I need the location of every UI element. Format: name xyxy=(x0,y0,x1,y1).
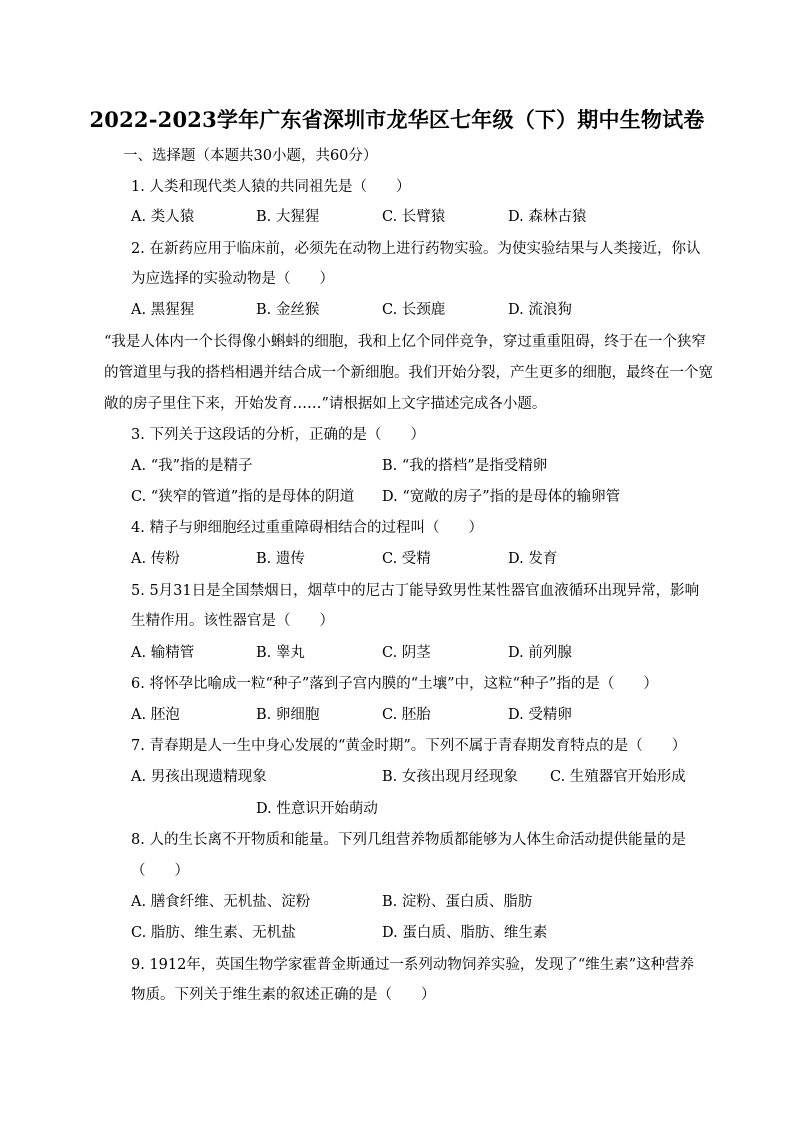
page-title: 2022-2023学年广东省深圳市龙华区七年级（下）期中生物试卷 xyxy=(89,107,705,132)
q8-option-c: C. 脂肪、维生素、无机盐 xyxy=(131,925,296,941)
question-7-stem: 7. 青春期是人一生中身心发展的“黄金时期”。下列不属于青春期发育特点的是（ ） xyxy=(131,738,687,754)
q2-option-d: D. 流浪狗 xyxy=(508,302,572,318)
q6-option-d: D. 受精卵 xyxy=(508,707,572,723)
q3-option-a: A. “我”指的是精子 xyxy=(131,458,253,474)
question-1-stem: 1. 人类和现代类人猿的共同祖先是（ ） xyxy=(131,179,411,195)
q6-option-b: B. 卵细胞 xyxy=(256,707,320,723)
q3-option-c: C. “狭窄的管道”指的是母体的阴道 xyxy=(131,489,355,505)
q5-option-d: D. 前列腺 xyxy=(508,645,572,661)
q2-option-a: A. 黑猩猩 xyxy=(131,302,195,318)
question-2-stem-line2: 为应选择的实验动物是（ ） xyxy=(131,271,334,287)
q5-option-a: A. 输精管 xyxy=(131,645,195,661)
question-3-stem: 3. 下列关于这段话的分析，正确的是（ ） xyxy=(131,427,425,443)
q2-option-c: C. 长颈鹿 xyxy=(382,302,446,318)
question-9-stem-line1: 9. 1912年，英国生物学家霍普金斯通过一系列动物饲养实验，发现了“维生素”这种营养 xyxy=(131,957,695,973)
q4-option-b: B. 遗传 xyxy=(256,551,305,567)
question-2-stem-line1: 2. 在新药应用于临床前，必须先在动物上进行药物实验。为使实验结果与人类接近，你认 xyxy=(131,241,701,257)
q7-option-d: D. 性意识开始萌动 xyxy=(256,801,378,817)
q1-option-b: B. 大猩猩 xyxy=(256,209,320,225)
q8-option-b: B. 淀粉、蛋白质、脂肪 xyxy=(382,894,533,910)
question-6-stem: 6. 将怀孕比喻成一粒“种子”落到子宫内膜的“土壤”中，这粒“种子”指的是（ ） xyxy=(131,676,658,692)
question-8-stem-line1: 8. 人的生长离不开物质和能量。下列几组营养物质都能够为人体生命活动提供能量的是 xyxy=(131,832,686,848)
q1-option-c: C. 长臂猿 xyxy=(382,209,446,225)
passage-line-3: 敞的房子里住下来，开始发育……”请根据如上文字描述完成各小题。 xyxy=(104,396,547,412)
q4-option-a: A. 传粉 xyxy=(131,551,180,567)
q8-option-d: D. 蛋白质、脂肪、维生素 xyxy=(382,925,548,941)
q7-option-a: A. 男孩出现遗精现象 xyxy=(131,769,267,785)
q3-option-d: D. “宽敞的房子”指的是母体的输卵管 xyxy=(382,489,621,505)
q6-option-c: C. 胚胎 xyxy=(382,707,431,723)
q2-option-b: B. 金丝猴 xyxy=(256,302,320,318)
q3-option-b: B. “我的搭档”是指受精卵 xyxy=(382,458,548,474)
question-5-stem-line1: 5. 5月31日是全国禁烟日，烟草中的尼古丁能导致男性某性器官血液循环出现异常，影响 xyxy=(131,583,700,599)
q7-option-b: B. 女孩出现月经现象 xyxy=(382,769,518,785)
q1-option-d: D. 森林古猿 xyxy=(508,209,587,225)
question-8-stem-line2: （ ） xyxy=(131,863,189,879)
question-5-stem-line2: 生精作用。该性器官是（ ） xyxy=(131,613,334,629)
q8-option-a: A. 膳食纤维、无机盐、淀粉 xyxy=(131,894,311,910)
q4-option-c: C. 受精 xyxy=(382,551,431,567)
section-heading: 一、选择题（本题共30小题，共60分） xyxy=(123,148,378,164)
question-9-stem-line2: 物质。下列关于维生素的叙述正确的是（ ） xyxy=(131,987,436,1003)
passage-line-1: “我是人体内一个长得像小蝌蚪的细胞，我和上亿个同伴竞争，穿过重重阻碍，终于在一个狭窄 xyxy=(104,334,706,350)
q1-option-a: A. 类人猿 xyxy=(131,209,195,225)
q5-option-c: C. 阴茎 xyxy=(382,645,431,661)
q6-option-a: A. 胚泡 xyxy=(131,707,180,723)
q7-option-c: C. 生殖器官开始形成 xyxy=(550,769,686,785)
passage-line-2: 的管道里与我的搭档相遇并结合成一个新细胞。我们开始分裂，产生更多的细胞，最终在一个宽 xyxy=(104,365,713,381)
question-4-stem: 4. 精子与卵细胞经过重重障碍相结合的过程叫（ ） xyxy=(131,520,483,536)
q4-option-d: D. 发育 xyxy=(508,551,558,567)
q5-option-b: B. 睾丸 xyxy=(256,645,305,661)
